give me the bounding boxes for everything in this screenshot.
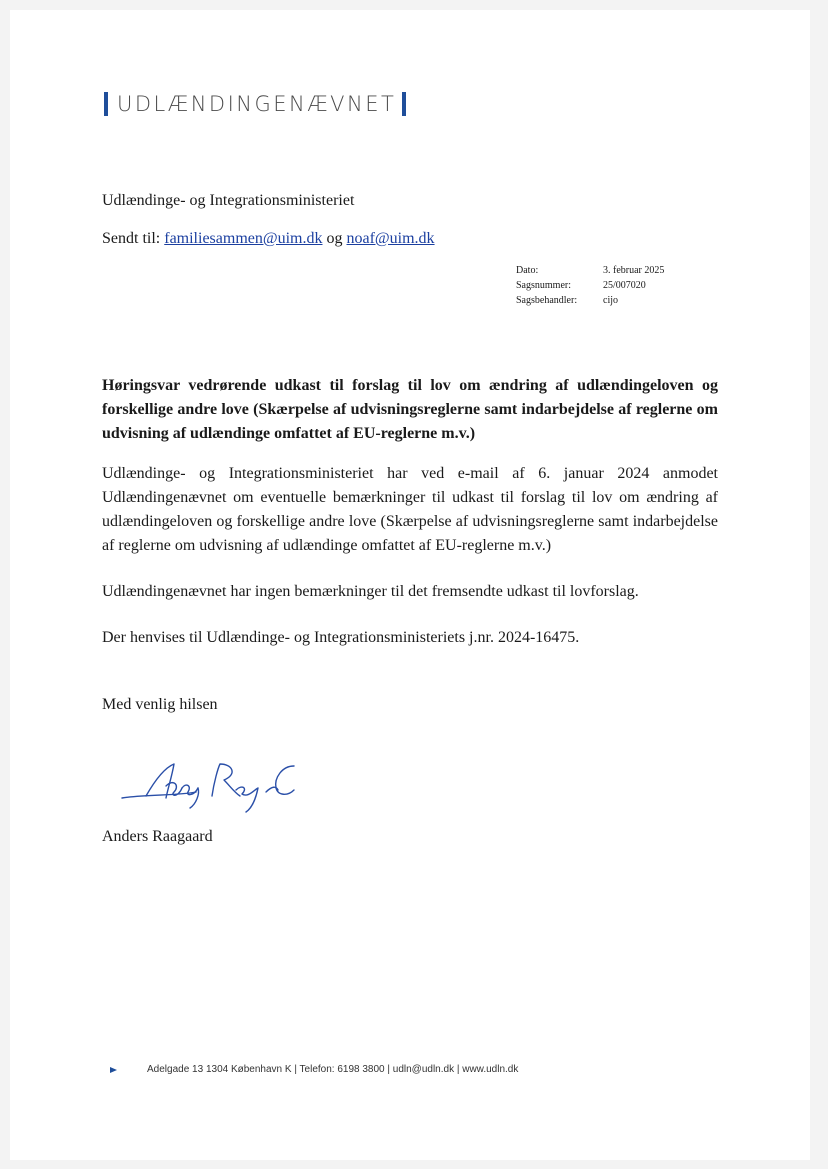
subject-heading: Høringsvar vedrørende udkast til forslag til lov om ændring af udlændingeloven og forskellige andre love (Skærpelse af udvisningsreglerne samt indarbejdelse af reglerne om udvisning af udlændinge omfattet af EU-reglerne m.v.) bbox=[102, 377, 718, 442]
case-number-value: 25/007020 bbox=[603, 280, 646, 291]
case-handler-label: Sagsbehandler: bbox=[516, 295, 578, 306]
logo-bar-left bbox=[104, 92, 108, 116]
footer bbox=[110, 1064, 518, 1075]
body-paragraph-1: Udlændinge- og Integrationsministeriet har ved e-mail af 6. januar 2024 anmodet Udlændingenævnet om eventuelle bemærkninger til udkast til forslag til lov om ændring af udlændingeloven og forskellige andre love (Skærpelse af udvisningsreglerne samt indarbejdelse af reglerne om udvisning af udlændinge omfattet af EU-reglerne m.v.) bbox=[102, 465, 718, 554]
case-number-label: Sagsnummer: bbox=[516, 280, 571, 291]
meta-row-case-number bbox=[516, 278, 664, 293]
date-label: Dato: bbox=[516, 265, 539, 276]
email-link-familiesammen[interactable]: familiesammen@uim.dk bbox=[164, 230, 323, 247]
email-link-noaf[interactable]: noaf@uim.dk bbox=[346, 230, 435, 247]
footer-arrow-icon bbox=[110, 1067, 117, 1073]
signature-image bbox=[116, 752, 296, 818]
logo-bar-right bbox=[402, 92, 406, 116]
footer-contact: Adelgade 13 1304 København K | Telefon: 6198 3800 | udln@udln.dk | www.udln.dk bbox=[147, 1064, 519, 1075]
meta-row-date bbox=[516, 263, 664, 278]
body-paragraph-2: Udlændingenævnet har ingen bemærkninger til det fremsendte udkast til lovforslag. bbox=[102, 583, 639, 600]
date-value: 3. februar 2025 bbox=[603, 265, 665, 276]
closing-greeting: Med venlig hilsen bbox=[102, 696, 218, 713]
sent-to-label: Sendt til: bbox=[102, 230, 165, 247]
signer-name: Anders Raagaard bbox=[102, 828, 213, 845]
body-paragraph-3: Der henvises til Udlændinge- og Integrationsministeriets j.nr. 2024-16475. bbox=[102, 629, 580, 646]
sent-to-conjunction: og bbox=[322, 230, 347, 247]
case-handler-value: cijo bbox=[603, 295, 618, 306]
logo-text: UDLÆNDINGENÆVNET bbox=[117, 92, 397, 116]
recipient: Udlændinge- og Integrationsministeriet bbox=[102, 192, 355, 209]
logo bbox=[104, 92, 406, 116]
case-metadata bbox=[516, 263, 664, 308]
sent-to-line bbox=[102, 230, 435, 248]
meta-row-case-handler bbox=[516, 293, 664, 308]
